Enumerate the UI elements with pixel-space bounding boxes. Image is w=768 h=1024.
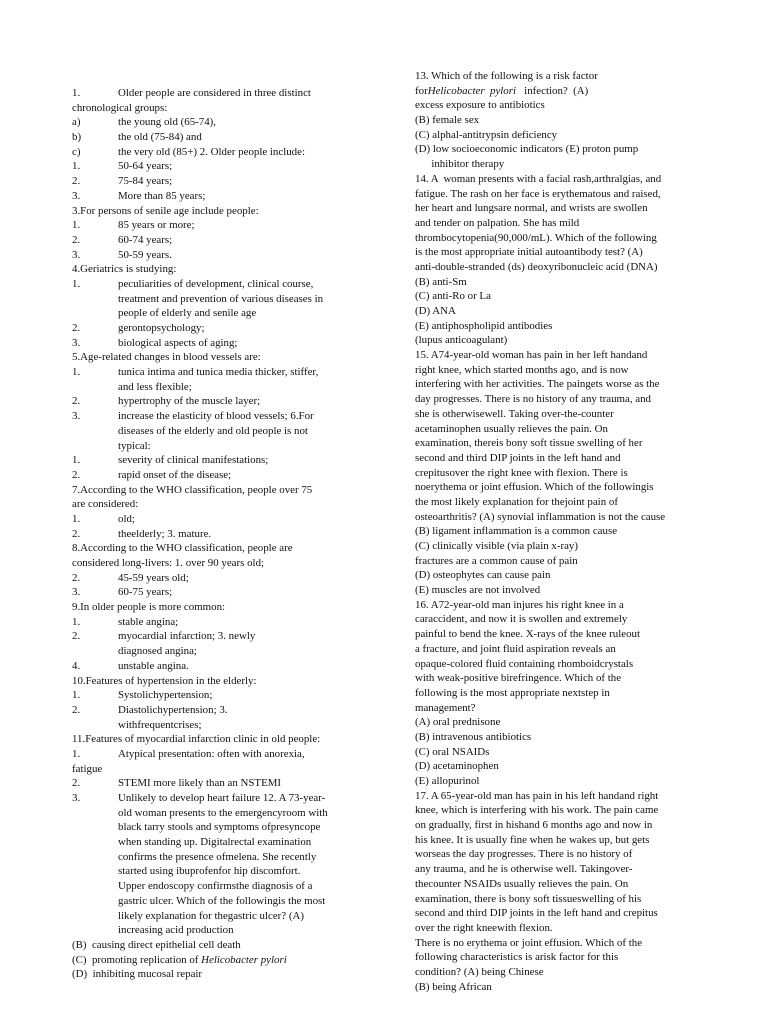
- line-text: 85 years or more;: [118, 219, 195, 232]
- right-line: interfering with her activities. The paingets worse as the: [415, 378, 660, 391]
- q13-infection: infection? (A): [516, 84, 589, 97]
- list-marker: 2.: [72, 175, 81, 188]
- right-line: (D) acetaminophen: [415, 760, 499, 773]
- line-text: STEMI more likely than an NSTEMI: [118, 777, 282, 790]
- line-text: gastric ulcer. Which of the followingis the most: [118, 894, 326, 907]
- left-line: [72, 629, 372, 644]
- right-line: acetaminophen usually relieves the pain. On: [415, 422, 608, 435]
- right-line: and tender on palpation. She has mild: [415, 216, 580, 229]
- left-line: [72, 483, 372, 498]
- line-text: likely explanation for thegastric ulcer? (A): [118, 909, 304, 922]
- right-line: fatigue. The rash on her face is erythematous and raised,: [415, 187, 661, 200]
- list-marker: c): [72, 145, 81, 158]
- left-tail-line: [72, 953, 372, 968]
- right-line: right knee, which started months ago, and is now: [415, 363, 629, 376]
- list-marker: b): [72, 131, 82, 144]
- list-marker: 1.: [72, 277, 81, 290]
- line-text: the young old (65-74),: [118, 116, 216, 129]
- line-text: rapid onset of the disease;: [118, 468, 232, 481]
- left-line: [72, 688, 372, 703]
- left-line: [72, 174, 372, 189]
- list-marker: 2.: [72, 571, 81, 584]
- right-line: (B) ligament inflammation is a common cause: [415, 525, 618, 538]
- line-text: diagnosed angina;: [118, 645, 197, 658]
- left-line: [72, 130, 372, 145]
- list-marker: a): [72, 116, 81, 129]
- list-marker: 1.: [72, 747, 81, 760]
- right-line: second and third DIP joints in the left hand and: [415, 451, 621, 464]
- left-line: [72, 776, 372, 791]
- left-line: [72, 321, 372, 336]
- left-line: [72, 747, 372, 762]
- right-line: fractures are a common cause of pain: [415, 554, 578, 567]
- left-line: [72, 894, 372, 909]
- right-line: condition? (A) being Chinese: [415, 965, 544, 978]
- q13-line-2: [415, 84, 717, 99]
- right-line: caraccident, and now it is swollen and extremely: [415, 613, 628, 626]
- list-marker: 2.: [72, 233, 81, 246]
- left-line: [72, 439, 372, 454]
- left-column: [72, 86, 372, 982]
- left-line: [72, 86, 372, 101]
- line-text: tunica intima and tunica media thicker, stiffer,: [118, 366, 319, 379]
- left-line: [72, 350, 372, 365]
- list-marker: 3.: [72, 248, 81, 261]
- right-line: (E) antiphospholipid antibodies: [415, 319, 553, 332]
- left-line: [72, 468, 372, 483]
- right-line: thecounter NSAIDs usually relieves the pain. On: [415, 877, 629, 890]
- left-line: [72, 527, 372, 542]
- right-line: excess exposure to antibiotics: [415, 99, 545, 112]
- line-text: black tarry stools and symptoms ofpresyncope: [118, 821, 321, 834]
- left-line: [72, 233, 372, 248]
- right-line: management?: [415, 701, 476, 714]
- left-line: [72, 394, 372, 409]
- line-text: 11.Features of myocardial infarction clinic in old people:: [72, 733, 321, 746]
- left-line: [72, 850, 372, 865]
- left-line: [72, 262, 372, 277]
- right-line: is the most appropriate initial autoantibody test? (A): [415, 246, 643, 259]
- line-text: gerontopsychology;: [118, 322, 205, 334]
- line-text: increasing acid production: [118, 924, 234, 937]
- line-text: 45-59 years old;: [118, 571, 189, 584]
- right-line: (C) clinically visible (via plain x-ray): [415, 540, 579, 552]
- left-line: [72, 600, 372, 615]
- right-line: anti-double-stranded (ds) deoxyribonucleic acid (DNA): [415, 260, 658, 273]
- right-line: (B) anti-Sm: [415, 275, 467, 288]
- list-marker: 3.: [72, 189, 81, 202]
- left-tail-line: [72, 938, 372, 953]
- list-marker: 1.: [72, 366, 81, 379]
- right-line: with weak-positive birefringence. Which of the: [415, 672, 622, 685]
- line-text: considered long-livers: 1. over 90 years old;: [72, 557, 265, 569]
- line-text: typical:: [118, 439, 151, 452]
- line-text: 75-84 years;: [118, 175, 173, 188]
- line-text: and less flexible;: [118, 380, 192, 393]
- right-line: (C) oral NSAIDs: [415, 745, 490, 758]
- line-text: (C) promoting replication of: [72, 953, 202, 966]
- line-text: chronological groups:: [72, 101, 168, 114]
- line-text: (D) inhibiting mucosal repair: [72, 968, 203, 981]
- line-text: stable angina;: [118, 615, 179, 628]
- left-line: [72, 159, 372, 174]
- left-line: [72, 453, 372, 468]
- line-text: 50-64 years;: [118, 160, 173, 173]
- q13-line-1: 13. Which of the following is a risk factor: [415, 70, 598, 82]
- right-line: thrombocytopenia(90,000/mL). Which of the following: [415, 231, 657, 244]
- right-line: over the right kneewith flexion.: [415, 921, 553, 934]
- right-line: (B) being African: [415, 980, 492, 993]
- line-text: Unlikely to develop heart failure 12. A 73-year-: [118, 792, 326, 804]
- right-line: (B) female sex: [415, 114, 480, 127]
- right-line: 14. A woman presents with a facial rash,arthralgias, and: [415, 172, 662, 185]
- right-line: painful to bend the knee. X-rays of the knee ruleout: [415, 628, 640, 641]
- line-text: old;: [118, 512, 135, 525]
- left-line: [72, 189, 372, 204]
- line-text: the very old (85+) 2. Older people include:: [118, 145, 305, 158]
- line-text: hypertrophy of the muscle layer;: [118, 395, 261, 408]
- list-marker: 1.: [72, 87, 81, 99]
- left-line: [72, 585, 372, 600]
- right-line: osteoarthritis? (A) synovial inflammation is not the cause: [415, 510, 666, 523]
- list-marker: 2.: [72, 527, 81, 540]
- list-marker: 2.: [72, 322, 81, 334]
- left-line: [72, 336, 372, 351]
- line-text: Atypical presentation: often with anorexia,: [118, 747, 305, 760]
- list-marker: 3.: [72, 410, 81, 423]
- line-text: 60-74 years;: [118, 233, 173, 246]
- line-text: confirms the presence ofmelena. She recently: [118, 850, 317, 863]
- line-text: old woman presents to the emergencyroom with: [118, 806, 328, 819]
- left-line: [72, 571, 372, 586]
- list-marker: 1.: [72, 689, 81, 702]
- list-marker: 2.: [72, 630, 81, 643]
- right-line: (C) alphal-antitrypsin deficiency: [415, 128, 558, 141]
- list-marker: 1.: [72, 160, 81, 173]
- line-text: theelderly; 3. mature.: [118, 527, 212, 540]
- right-line: 15. A74-year-old woman has pain in her left handand: [415, 349, 648, 362]
- right-line: 17. A 65-year-old man has pain in his left handand right: [415, 789, 659, 802]
- left-line: [72, 365, 372, 380]
- line-text: 9.In older people is more common:: [72, 601, 226, 614]
- line-text: withfrequentcrises;: [118, 718, 202, 731]
- right-line: (B) intravenous antibiotics: [415, 730, 532, 743]
- line-text: Upper endoscopy confirmsthe diagnosis of a: [118, 880, 313, 893]
- line-text: started using ibuprofenfor hip discomfort.: [118, 865, 301, 878]
- list-marker: 1.: [72, 512, 81, 525]
- line-text: Diastolichypertension; 3.: [118, 703, 228, 716]
- left-line: [72, 923, 372, 938]
- list-marker: 1.: [72, 454, 81, 467]
- left-line: [72, 218, 372, 233]
- line-text: people of elderly and senile age: [118, 307, 257, 320]
- right-line: her heart and lungsare normal, and wrists are swollen: [415, 202, 648, 215]
- left-line: [72, 615, 372, 630]
- right-line: examination, thereis bony soft tissue swelling of her: [415, 437, 643, 450]
- line-text: (B) causing direct epithelial cell death: [72, 938, 241, 951]
- left-line: [72, 101, 372, 116]
- left-line: [72, 820, 372, 835]
- left-line: [72, 835, 372, 850]
- left-line: [72, 512, 372, 527]
- left-line: [72, 659, 372, 674]
- q13-helicobacter: Helicobacter pylori: [427, 84, 517, 97]
- line-text: myocardial infarction; 3. newly: [118, 630, 256, 643]
- right-line: (E) allopurinol: [415, 775, 480, 787]
- line-text: More than 85 years;: [118, 189, 206, 202]
- line-text: diseases of the elderly and old people is not: [118, 424, 308, 437]
- right-line: knee, which is interfering with his work. The pain came: [415, 804, 659, 817]
- left-line: [72, 497, 372, 512]
- list-marker: 3.: [72, 792, 81, 804]
- right-line: (D) ANA: [415, 305, 456, 317]
- helicobacter-italic: Helicobacter pylori: [201, 953, 287, 966]
- right-line: (C) anti-Ro or La: [415, 290, 491, 303]
- left-line: [72, 541, 372, 556]
- left-line: [72, 879, 372, 894]
- line-text: 50-59 years.: [118, 248, 172, 261]
- left-line: [72, 864, 372, 879]
- right-line: a fracture, and joint fluid aspiration reveals an: [415, 642, 616, 655]
- right-line: second and third DIP joints in the left hand and crepitus: [415, 907, 658, 920]
- left-line: [72, 204, 372, 219]
- q13-for: for: [415, 84, 428, 97]
- left-line: [72, 732, 372, 747]
- left-line: [72, 762, 372, 777]
- line-text: severity of clinical manifestations;: [118, 454, 269, 467]
- right-line: any trauma, and he is otherwise well. Takingover-: [415, 863, 633, 876]
- list-marker: 2.: [72, 468, 81, 481]
- right-line: opaque-colored fluid containing rhomboidcrystals: [415, 657, 634, 670]
- right-line: following characteristics is arisk factor for this: [415, 951, 619, 964]
- line-text: the old (75-84) and: [118, 131, 202, 144]
- left-line: [72, 909, 372, 924]
- left-line: [72, 277, 372, 292]
- line-text: Older people are considered in three distinct: [118, 87, 311, 99]
- right-line: 16. A72-year-old man injures his right knee in a: [415, 598, 624, 611]
- left-line: [72, 424, 372, 439]
- right-line: (A) oral prednisone: [415, 716, 501, 729]
- list-marker: 2.: [72, 777, 81, 790]
- left-line: [72, 703, 372, 718]
- right-line: (D) low socioeconomic indicators (E) proton pump: [415, 143, 639, 156]
- right-line: examination, there is bony soft tissueswelling of his: [415, 892, 642, 905]
- left-line: [72, 409, 372, 424]
- left-line: [72, 145, 372, 160]
- line-text: Systolichypertension;: [118, 689, 213, 702]
- line-text: 3.For persons of senile age include people:: [72, 204, 259, 217]
- line-text: 4.Geriatrics is studying:: [72, 263, 177, 276]
- line-text: 7.According to the WHO classification, people over 75: [72, 483, 313, 496]
- left-line: [72, 674, 372, 689]
- right-line: (D) osteophytes can cause pain: [415, 569, 551, 582]
- left-line: [72, 380, 372, 395]
- line-text: 60-75 years;: [118, 586, 173, 599]
- right-line: worseas the day progresses. There is no history of: [415, 848, 633, 861]
- right-column: [415, 69, 717, 994]
- right-line: (E) muscles are not involved: [415, 584, 541, 597]
- left-line: [72, 556, 372, 571]
- right-line: on gradually, first in hishand 6 months ago and now in: [415, 819, 653, 832]
- list-marker: 3.: [72, 586, 81, 599]
- list-marker: 4.: [72, 659, 81, 672]
- line-text: fatigue: [72, 762, 103, 775]
- line-text: 5.Age-related changes in blood vessels are:: [72, 351, 261, 364]
- line-text: unstable angina.: [118, 659, 189, 672]
- left-line: [72, 791, 372, 806]
- right-line: noerythema or joint effusion. Which of the followingis: [415, 481, 654, 494]
- list-marker: 2.: [72, 395, 81, 408]
- line-text: treatment and prevention of various diseases in: [118, 292, 324, 305]
- left-line: [72, 292, 372, 307]
- right-line: the most likely explanation for thejoint pain of: [415, 495, 618, 508]
- left-line: [72, 115, 372, 130]
- left-tail-line: [72, 967, 372, 982]
- right-line: following is the most appropriate nextstep in: [415, 686, 610, 699]
- left-line: [72, 806, 372, 821]
- left-line: [72, 248, 372, 263]
- left-line: [72, 718, 372, 733]
- right-line: she is otherwisewell. Taking over-the-counter: [415, 407, 614, 420]
- line-text: 8.According to the WHO classification, people are: [72, 542, 293, 555]
- right-line: There is no erythema or joint effusion. Which of the: [415, 936, 643, 949]
- line-text: are considered:: [72, 498, 139, 511]
- left-line: [72, 644, 372, 659]
- list-marker: 1.: [72, 219, 81, 232]
- line-text: when standing up. Digitalrectal examination: [118, 836, 312, 849]
- right-line: inhibitor therapy: [415, 158, 505, 171]
- list-marker: 3.: [72, 336, 81, 349]
- list-marker: 1.: [72, 615, 81, 628]
- list-marker: 2.: [72, 703, 81, 716]
- line-text: increase the elasticity of blood vessels; 6.For: [118, 410, 314, 423]
- line-text: biological aspects of aging;: [118, 336, 238, 349]
- right-line: crepitusover the right knee with flexion. There is: [415, 466, 628, 479]
- left-line: [72, 306, 372, 321]
- line-text: peculiarities of development, clinical course,: [118, 277, 314, 290]
- line-text: 10.Features of hypertension in the elderly:: [72, 674, 257, 687]
- right-line: day progresses. There is no history of any trauma, and: [415, 393, 652, 406]
- right-line: (lupus anticoagulant): [415, 334, 508, 347]
- right-line: his knee. It is usually fine when he wakes up, but gets: [415, 833, 650, 846]
